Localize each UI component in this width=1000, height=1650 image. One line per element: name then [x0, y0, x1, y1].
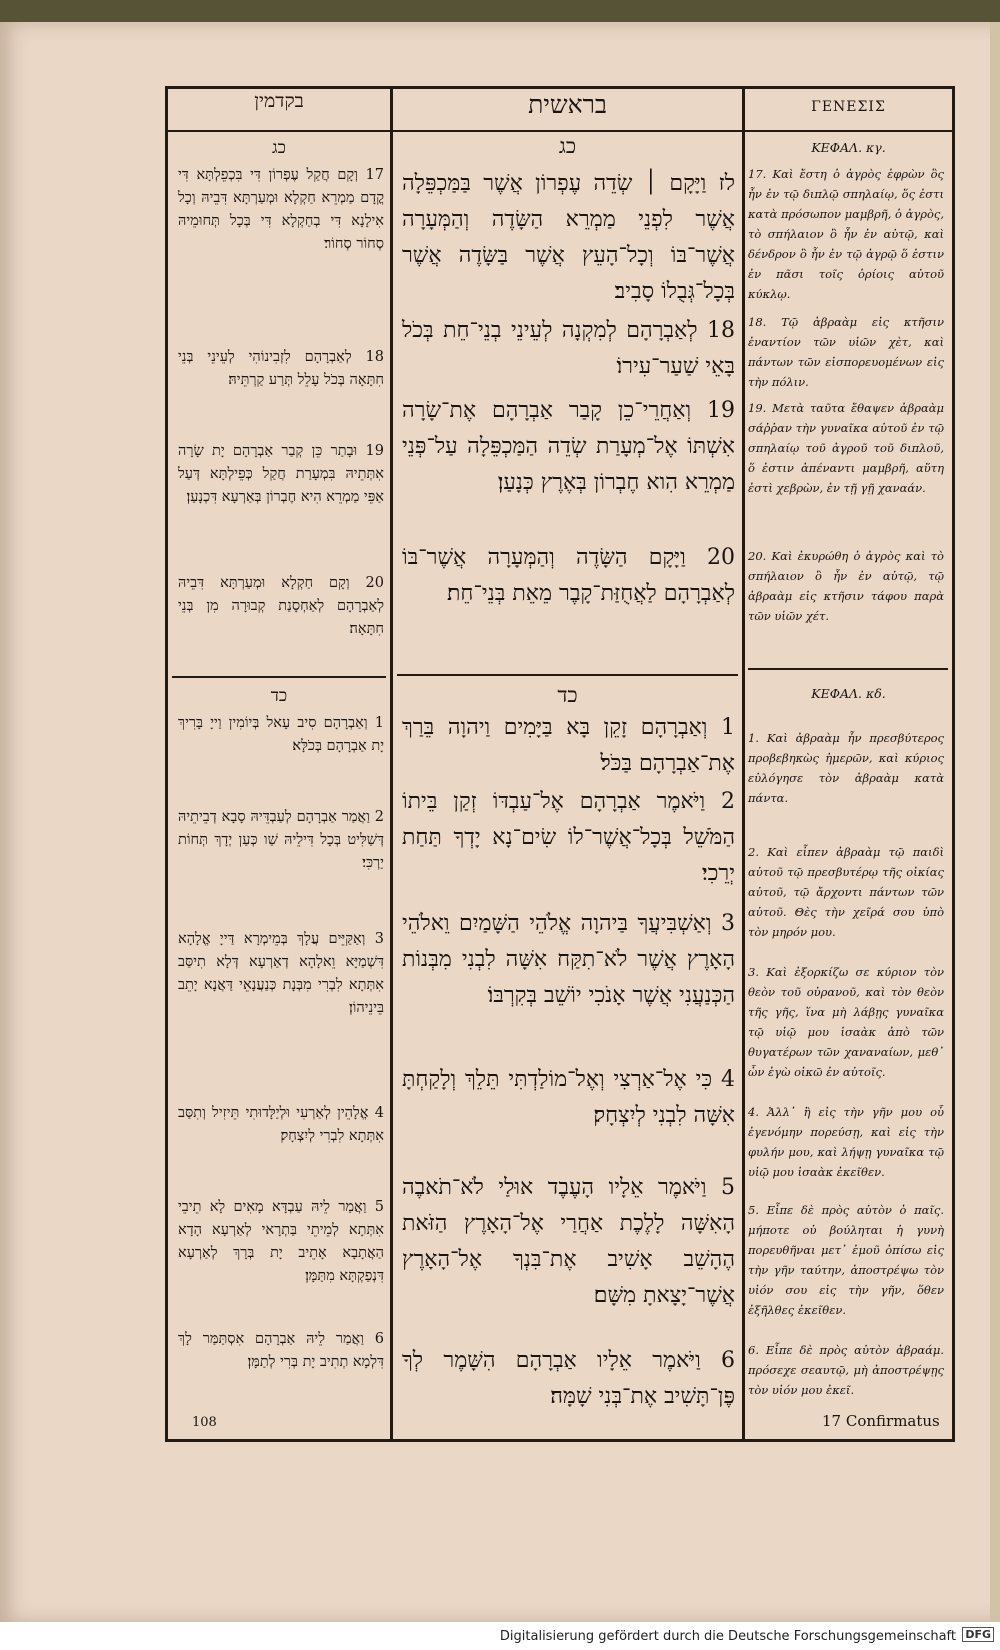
- chapter-rule-aramaic: [172, 676, 386, 678]
- header-rule-greek: [745, 130, 952, 132]
- aramaic-verse-23-19: 19 וּבָתַר כֵּן קְבַר אַבְרָהָם יָת שָׂרָה אִתְּתֵיהּ בִּמְעָרַת חֲקַל כְּפֵילְתָּא דְּעַל אַפֵּי מַמְרֵא הִיא חֶבְרוֹן בְּאַרְעָא דִּכְנָעַן׃: [178, 443, 384, 505]
- column-rule-1: [390, 86, 393, 1442]
- greek-verse-24-2: 2. Καὶ εἶπεν ἀβραὰμ τῷ παιδὶ αὐτοῦ τῷ πρεσβυτέρῳ τῆς οἰκίας αὐτοῦ, τῷ ἄρχοντι πάντων τῶν αὐτοῦ. Θὲς τὴν χεῖρά σου ὑπὸ τὸν μηρόν μου.: [748, 845, 944, 939]
- hebrew-verse-24-6: 6 וַיֹּאמֶר אֵלָיו אַבְרָהָם הִשָּׁמֶר לְךָ פֶּן־תָּשִׁיב אֶת־בְּנִי שָׁמָּה׃: [402, 1348, 735, 1409]
- header-aramaic: בקדמין: [254, 90, 304, 112]
- aramaic-verse-24-2: 2 וַאֲמַר אַבְרָהָם לְעַבְדֵּיהּ סָבָא דְבֵיתֵיהּ דְּשַׁלִּיט בְּכָל דִּילֵיהּ שַׁו כְּעַן יְדָךְ תְּחוֹת יַרְכִּי׃: [178, 809, 384, 871]
- chapter-rule-greek: [748, 668, 948, 670]
- chapter-rule-hebrew: [397, 674, 738, 676]
- greek-verse-23-18: 18. Τῷ ἀβραὰμ εἰς κτῆσιν ἐναντίον τῶν υἱῶν χὲτ, καὶ πάντων τῶν εἰσπορευομένων εἰς τὴν πόλιν.: [748, 315, 944, 389]
- greek-verse-24-4: 4. Ἀλλ᾽ ἢ εἰς τὴν γῆν μου οὗ ἐγενόμην πορεύσῃ, καὶ εἰς τὴν φυλήν μου, καὶ λήψῃ γυναῖκα τῷ υἱῷ μου ἰσαὰκ ἐκεῖθεν.: [748, 1105, 944, 1179]
- aramaic-verse-23-18: 18 לְאַבְרָהָם לִזְבִינוֹהִי לְעֵינֵי בְּנֵי חִתָּאָה בְּכֹל עָלֵל תְּרַע קַרְתֵּיהּ׃: [178, 349, 384, 388]
- aramaic-verse-23-17: 17 וְקָם חֲקַל עֶפְרוֹן דִּי בִּכְפֵלְתָּא דִּי קֳדָם מַמְרֵא חַקְלָא וּמְעַרְתָּא דִּבֵיהּ וְכָל אִילָנָא דִּי בְחַקְלָא דִּי בְּכָל תְּחוּמֵיהּ סְחוֹר סְחוֹר׃: [178, 167, 384, 252]
- hebrew-verse-23-18: 18 לְאַבְרָהָם לְמִקְנָה לְעֵינֵי בְנֵי־חֵת בְּכֹל בָּאֵי שַׁעַר־עִירוֹ׃: [402, 318, 735, 379]
- aramaic-verse-24-3: 3 וְאַקַּיֵּים עֲלָךְ בְּמֵימְרָא דַּייָ אֱלָהָא דִּשְׁמַיָּא וֵאלָהָא דְאַרְעָא דְּלָא תִיסַּב אִתְּתָא לִבְרִי מִבְּנָת כְּנַעֲנָאֵי דַּאֲנָא יָתֵב בֵּינֵיהוֹן׃: [178, 931, 384, 1016]
- aramaic-verse-24-6: 6 וַאֲמַר לֵיהּ אַבְרָהָם אִסְתַּמַּר לָךְ דִּלְמָא תְתִיב יָת בְּרִי לְתַמָּן׃: [178, 1331, 384, 1370]
- chapter-hebrew-23: כג: [558, 134, 577, 158]
- hebrew-verse-24-5: 5 וַיֹּאמֶר אֵלָיו הָעֶבֶד אוּלַי לֹא־תֹאבֶה הָאִשָּׁה לָלֶכֶת אַחֲרַי אֶל־הָאָרֶץ הַזֹּאת הֶהָשֵׁב אָשִׁיב אֶת־בִּנְךָ אֶל־הָאָרֶץ אֲשֶׁר־יָצָאתָ מִשָּׁם׃: [402, 1175, 735, 1308]
- greek-verse-23-20: 20. Καὶ ἐκυρώθη ὁ ἀγρὸς καὶ τὸ σπήλαιον ὃ ἦν ἐν αὐτῷ, τῷ ἀβραὰμ εἰς κτῆσιν τάφου παρὰ τῶν υἱῶν χέτ.: [748, 549, 944, 623]
- header-rule-aramaic: [168, 130, 390, 132]
- header-hebrew: בראשית: [528, 90, 607, 119]
- aramaic-verse-23-20: 20 וְקָם חַקְלָא וּמְעַרְתָּא דִּבֵיהּ לְאַבְרָהָם לְאַחְסָנַת קְבוּרָה מִן בְּנֵי חִתָּאָה׃: [178, 575, 384, 637]
- hebrew-verse-23-17: לז וַיָּקָם ׀ שְׂדֵה עֶפְרוֹן אֲשֶׁר בַּמַּכְפֵּלָה אֲשֶׁר לִפְנֵי מַמְרֵא הַשָּׂדֶה וְהַמְּעָרָה אֲשֶׁר־בּוֹ וְכָל־הָעֵץ אֲשֶׁר בַּשָּׂדֶה אֲשֶׁר בְּכָל־גְּבֻלוֹ סָבִיב׃: [402, 171, 735, 304]
- greek-verse-24-5: 5. Εἶπε δὲ πρὸς αὐτὸν ὁ παῖς. μήποτε οὐ βούληται ἡ γυνὴ πορευθῆναι μετ᾽ ἐμοῦ ὀπίσω εἰς τὴν γῆν ταύτην, ἀποστρέψω τὸν υἱόν σου εἰς τὴν γῆν, ὅθεν ἐξῆλθες ἐκεῖθεν.: [748, 1203, 944, 1317]
- chapter-hebrew-24: כד: [557, 683, 578, 707]
- greek-verse-23-17: 17. Καὶ ἔστη ὁ ἀγρὸς ἐφρὼν ὃς ἦν ἐν τῷ διπλῷ σπηλαίῳ, ὅς ἐστι κατὰ πρόσωπον μαμβρῆ, ὁ ἀγρὸς, τὸ σπήλαιον ὃ ἦν ἐν αὐτῷ, καὶ δένδρον ὃ ἦν ἐν τῷ ἀγρῷ ὅ ἐστιν ἐν πᾶσι τοῖς ὁρίοις αὐτοῦ κύκλῳ.: [748, 167, 945, 301]
- header-greek: ΓΕΝΕΣΙΣ: [811, 99, 886, 115]
- aramaic-verse-24-1: 1 וְאַבְרָהָם סִיב עָאל בְּיוֹמִין וַייָ בָּרִיךְ יָת אַבְרָהָם בְּכֹלָּא׃: [178, 715, 384, 754]
- hebrew-verse-24-1: 1 וְאַבְרָהָם זָקֵן בָּא בַּיָּמִים וַיהוָה בֵּרַךְ אֶת־אַבְרָהָם בַּכֹּל׃: [402, 715, 735, 776]
- header-rule-hebrew: [393, 130, 742, 132]
- digitization-footer: [0, 1622, 1000, 1650]
- hebrew-verse-24-3: 3 וְאַשְׁבִּיעֲךָ בַּיהוָה אֱלֹהֵי הַשָּׁמַיִם וֵאלֹהֵי הָאָרֶץ אֲשֶׁר לֹא־תִקַּח אִשָּׁה לִבְנִי מִבְּנוֹת הַכְּנַעֲנִי אֲשֶׁר אָנֹכִי יוֹשֵׁב בְּקִרְבּוֹ׃: [402, 911, 735, 1008]
- column-rule-2: [742, 86, 745, 1442]
- hebrew-verse-23-20: 20 וַיָּקָם הַשָּׂדֶה וְהַמְּעָרָה אֲשֶׁר־בּוֹ לְאַבְרָהָם לַאֲחֻזַּת־קָבֶר מֵאֵת בְּנֵי־חֵת׃: [402, 545, 735, 606]
- hebrew-verse-24-4: 4 כִּי אֶל־אַרְצִי וְאֶל־מוֹלַדְתִּי תֵּלֵךְ וְלָקַחְתָּ אִשָּׁה לִבְנִי לְיִצְחָק׃: [402, 1067, 735, 1128]
- left-rule: [165, 86, 168, 1442]
- greek-verse-24-6: 6. Εἶπε δὲ πρὸς αὐτὸν ἀβραάμ. πρόσεχε σεαυτῷ, μὴ ἀποστρέψῃς τὸν υἱόν μου ἐκεῖ.: [748, 1343, 944, 1397]
- right-rule: [952, 86, 955, 1442]
- chapter-aramaic-23: כג: [272, 138, 286, 158]
- page-number: 108: [192, 1415, 217, 1430]
- aramaic-verse-24-4: 4 אֱלָהֵין לְאַרְעִי וּלְיַלָּדוּתִי תֵּיזִיל וְתִסַּב אִתְּתָא לִבְרִי לְיִצְחָק׃: [178, 1105, 384, 1144]
- greek-verse-24-1: 1. Καὶ ἀβραὰμ ἦν πρεσβύτερος προβεβηκὼς ἡμερῶν, καὶ κύριος εὐλόγησε τὸν ἀβραὰμ κατὰ πάντα.: [748, 731, 944, 805]
- hebrew-verse-23-19: 19 וְאַחֲרֵי־כֵן קָבַר אַבְרָהָם אֶת־שָׂרָה אִשְׁתּוֹ אֶל־מְעָרַת שְׂדֵה הַמַּכְפֵּלָה עַל־פְּנֵי מַמְרֵא הִוא חֶבְרוֹן בְּאֶרֶץ כְּנָעַן׃: [402, 398, 735, 495]
- digitization-credit: Digitalisierung gefördert durch die Deutsche Forschungsgemeinschaft: [499, 1629, 956, 1644]
- chapter-greek-24: ΚΕΦΑΛ. κδ.: [811, 686, 886, 701]
- aramaic-verse-24-5: 5 וַאֲמַר לֵיהּ עַבְדָּא מָאִים לָא תֵיבֵי אִתְּתָא לְמֵיתֵי בַּתְרָאי לְאַרְעָא הָדָא הַאֲתָבָא אָתֵיב יָת בְּרָךְ לְאַרְעָא דִּנְפַקְתָּא מִתַּמָּן׃: [178, 1199, 384, 1284]
- greek-verse-24-3: 3. Καὶ ἐξορκίζω σε κύριον τὸν θεὸν τοῦ οὐρανοῦ, καὶ τὸν θεὸν τῆς γῆς, ἵνα μὴ λάβῃς γυναῖκα τῷ υἱῷ μου ἰσαὰκ ἀπὸ τῶν θυγατέρων τῶν χαναναίων, μεθ᾽ ὧν ἐγὼ οἰκῶ ἐν αὐτοῖς.: [748, 965, 944, 1079]
- greek-verse-23-19: 19. Μετὰ ταῦτα ἔθαψεν ἀβραὰμ σάῤῥαν τὴν γυναῖκα αὐτοῦ ἐν τῷ σπηλαίῳ τοῦ ἀγροῦ τοῦ διπλοῦ, ὅ ἐστιν ἀπέναντι μαμβρῆ, αὕτη ἐστὶ χεβρὼν, ἐν τῇ γῇ χαναάν.: [748, 401, 944, 495]
- chapter-greek-23: ΚΕΦΑΛ. κγ.: [811, 140, 886, 155]
- dfg-logo: DFG: [962, 1627, 994, 1642]
- page-edge: [990, 22, 1000, 1622]
- chapter-aramaic-24: כד: [270, 686, 288, 706]
- hebrew-verse-24-2: 2 וַיֹּאמֶר אַבְרָהָם אֶל־עַבְדּוֹ זְקַן בֵּיתוֹ הַמֹּשֵׁל בְּכָל־אֲשֶׁר־לוֹ שִׂים־נָא יָדְךָ תַּחַת יְרֵכִי׃: [402, 789, 735, 886]
- catchword: 17 Confirmatus: [822, 1412, 940, 1430]
